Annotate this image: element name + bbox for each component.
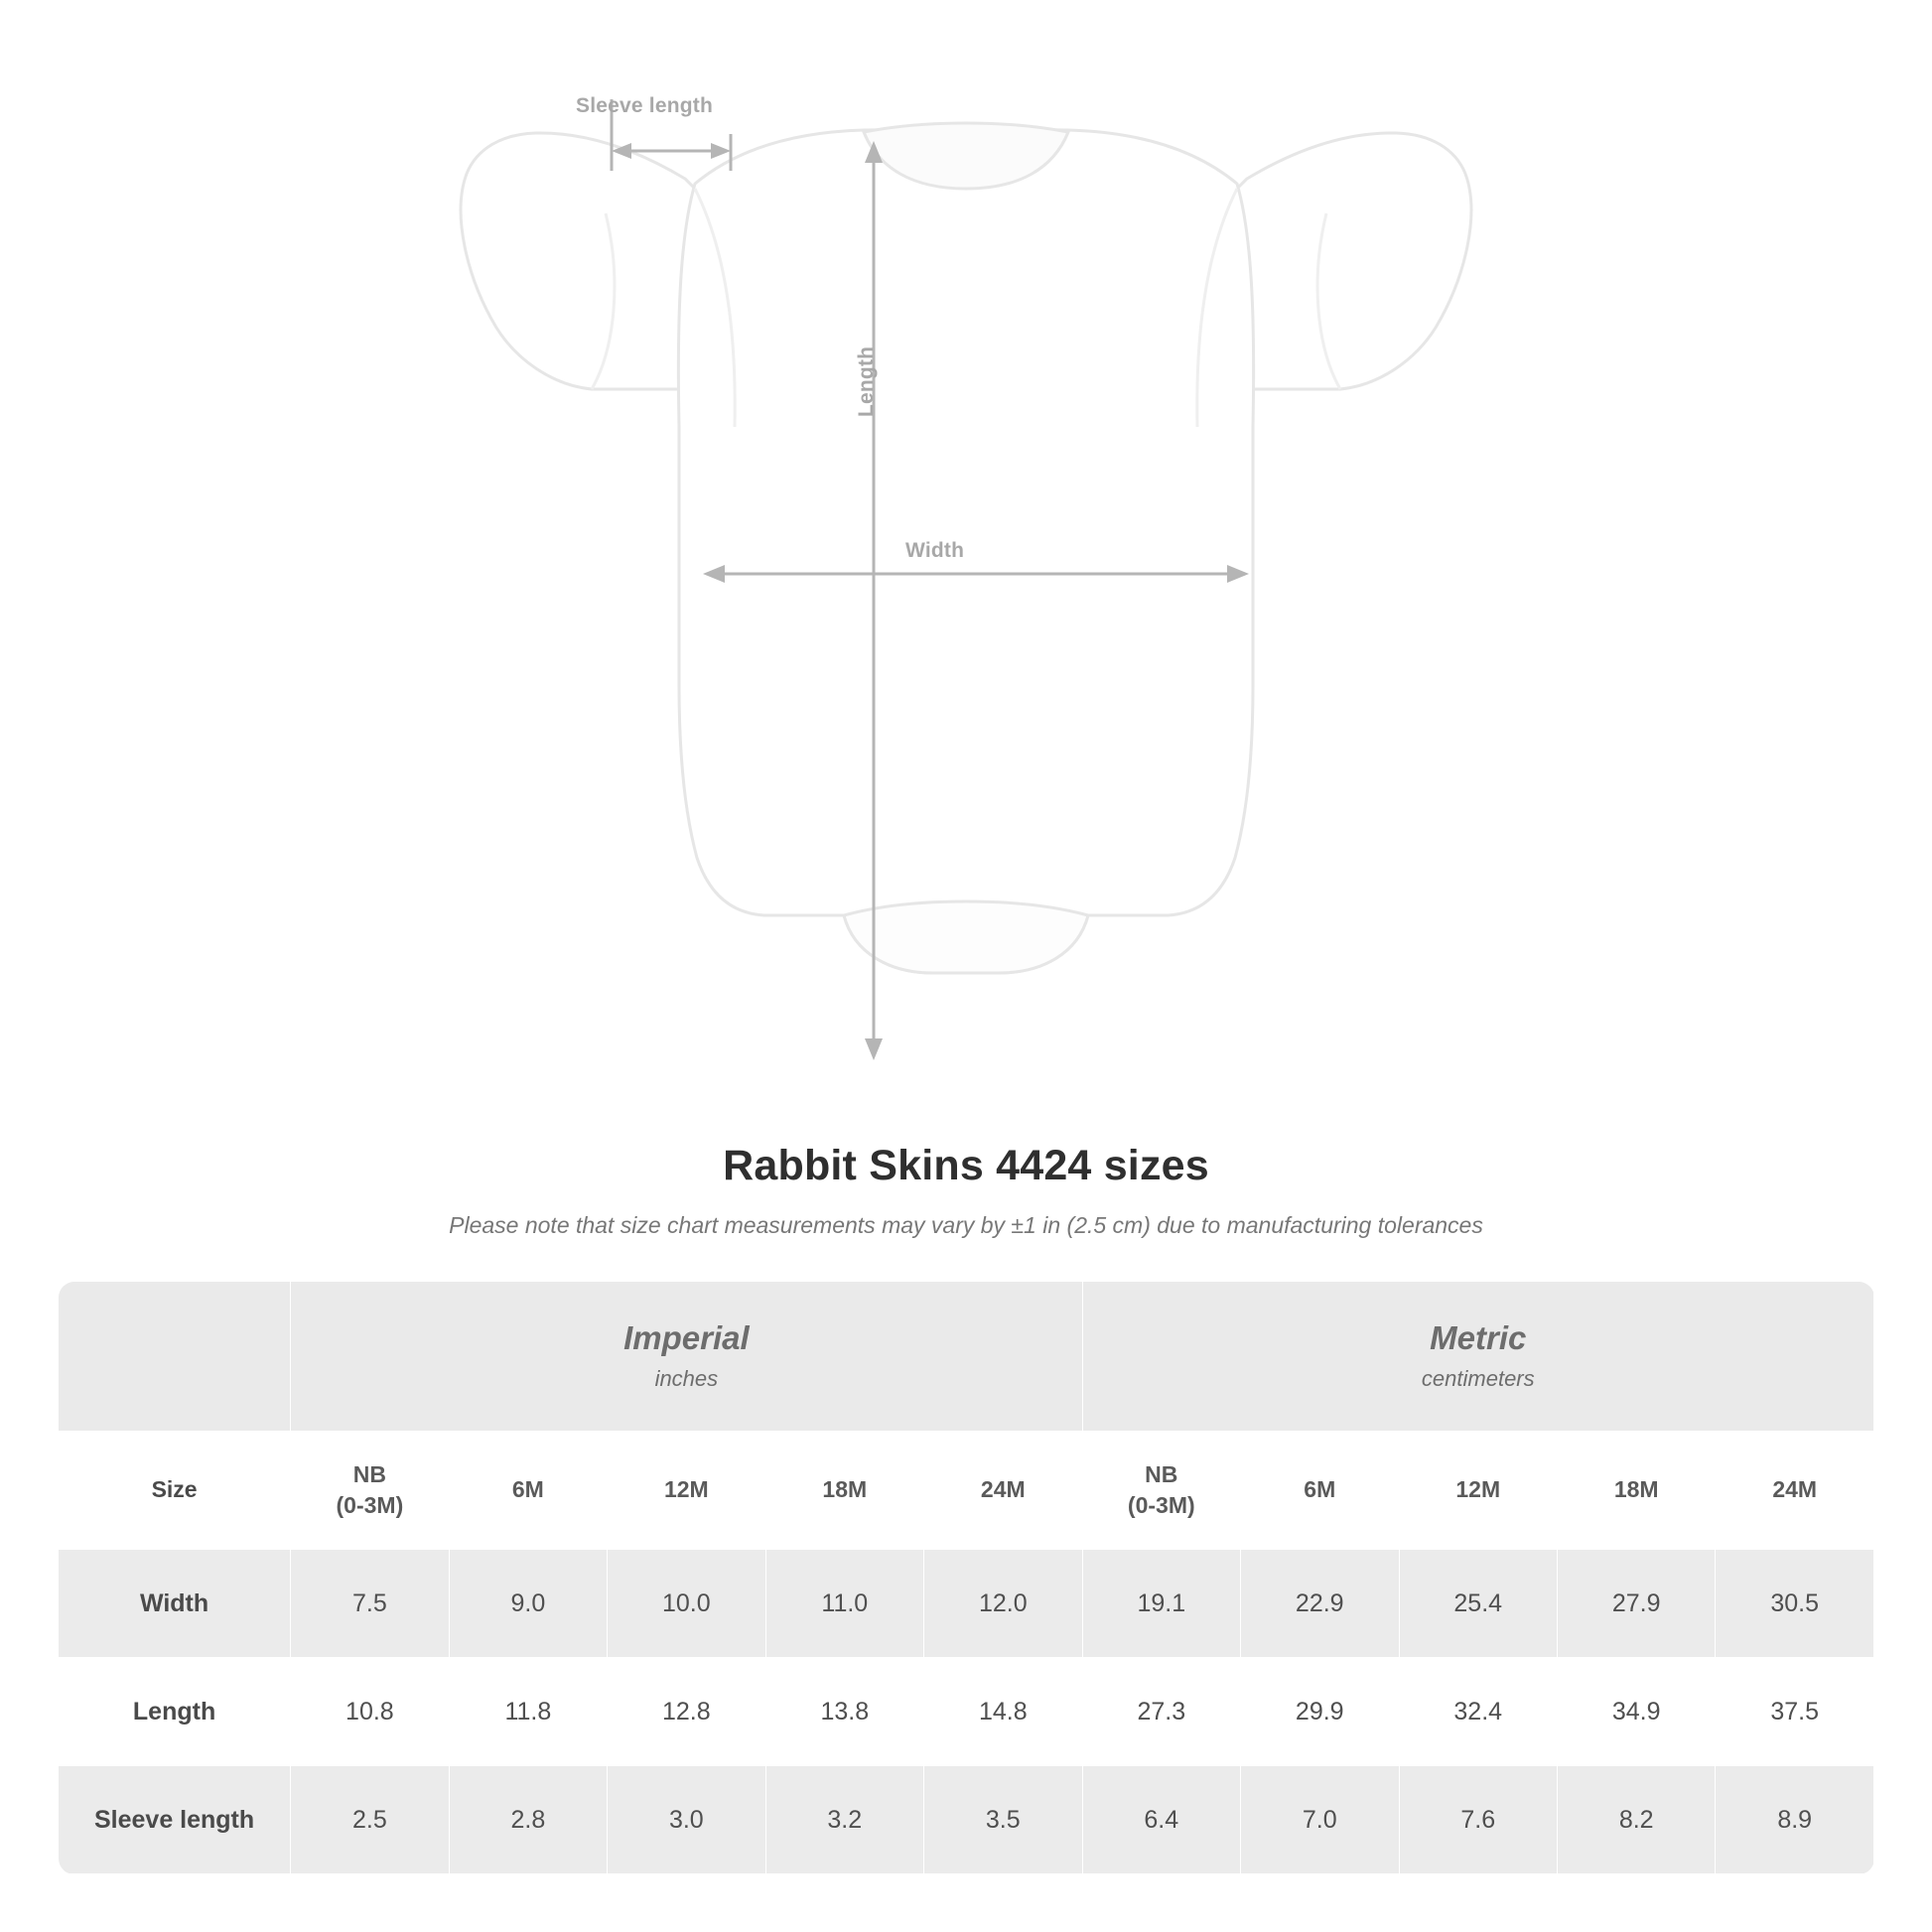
cell-width-12m-metric: 25.4 bbox=[1399, 1550, 1557, 1658]
table-row bbox=[59, 1658, 1874, 1766]
cell-sleeve-18m-metric: 8.2 bbox=[1557, 1766, 1715, 1874]
column-header-24m-imperial: 24M bbox=[924, 1432, 1083, 1550]
cell-length-nb-metric: 27.3 bbox=[1082, 1658, 1240, 1766]
cell-length-nb-imperial: 10.8 bbox=[291, 1658, 449, 1766]
unit-header-row bbox=[59, 1282, 1874, 1432]
annotation-length: Length bbox=[855, 345, 878, 417]
column-header-row bbox=[59, 1432, 1874, 1550]
column-header-12m-imperial: 12M bbox=[608, 1432, 765, 1550]
unit-sub-metric: centimeters bbox=[1421, 1366, 1535, 1392]
table-row bbox=[59, 1766, 1874, 1874]
unit-cell-metric bbox=[1082, 1282, 1873, 1432]
cell-length-18m-metric: 34.9 bbox=[1557, 1658, 1715, 1766]
column-header-6m-imperial: 6M bbox=[449, 1432, 607, 1550]
unit-cell-imperial bbox=[291, 1282, 1082, 1432]
unit-name-metric: Metric bbox=[1430, 1318, 1527, 1356]
cell-width-18m-imperial: 11.0 bbox=[765, 1550, 923, 1658]
cell-length-6m-metric: 29.9 bbox=[1241, 1658, 1399, 1766]
cell-sleeve-nb-metric: 6.4 bbox=[1082, 1766, 1240, 1874]
column-header-main: NB bbox=[1145, 1460, 1178, 1487]
column-header-18m-imperial: 18M bbox=[765, 1432, 923, 1550]
annotation-sleeve-length: Sleeve length bbox=[576, 94, 713, 117]
header-size-label: Size bbox=[59, 1432, 291, 1550]
row-label-width: Width bbox=[59, 1550, 291, 1658]
column-header-sub: (0-3M) bbox=[1127, 1492, 1195, 1518]
cell-width-6m-metric: 22.9 bbox=[1241, 1550, 1399, 1658]
cell-sleeve-18m-imperial: 3.2 bbox=[765, 1766, 923, 1874]
cell-width-6m-imperial: 9.0 bbox=[449, 1550, 607, 1658]
cell-sleeve-6m-metric: 7.0 bbox=[1241, 1766, 1399, 1874]
row-label-length: Length bbox=[59, 1658, 291, 1766]
annotation-width: Width bbox=[905, 539, 965, 562]
cell-width-24m-metric: 30.5 bbox=[1716, 1550, 1874, 1658]
size-table bbox=[58, 1281, 1874, 1874]
column-header-nb-imperial bbox=[291, 1432, 449, 1550]
cell-sleeve-6m-imperial: 2.8 bbox=[449, 1766, 607, 1874]
cell-length-24m-metric: 37.5 bbox=[1716, 1658, 1874, 1766]
cell-sleeve-nb-imperial: 2.5 bbox=[291, 1766, 449, 1874]
unit-sub-imperial: inches bbox=[654, 1366, 719, 1392]
column-header-18m-metric: 18M bbox=[1557, 1432, 1715, 1550]
cell-length-12m-metric: 32.4 bbox=[1399, 1658, 1557, 1766]
page-subtitle: Please note that size chart measurements may vary by ±1 in (2.5 cm) due to manufacturing tolerances bbox=[449, 1212, 1483, 1238]
page-title: Rabbit Skins 4424 sizes bbox=[723, 1142, 1209, 1189]
cell-length-12m-imperial: 12.8 bbox=[608, 1658, 765, 1766]
cell-sleeve-24m-metric: 8.9 bbox=[1716, 1766, 1874, 1874]
cell-width-nb-metric: 19.1 bbox=[1082, 1550, 1240, 1658]
title-block bbox=[0, 1142, 1932, 1239]
cell-length-18m-imperial: 13.8 bbox=[765, 1658, 923, 1766]
row-label-sleeve-length: Sleeve length bbox=[59, 1766, 291, 1874]
column-header-24m-metric: 24M bbox=[1716, 1432, 1874, 1550]
unit-spacer-cell bbox=[59, 1282, 291, 1432]
cell-sleeve-12m-metric: 7.6 bbox=[1399, 1766, 1557, 1874]
cell-sleeve-24m-imperial: 3.5 bbox=[924, 1766, 1083, 1874]
column-header-6m-metric: 6M bbox=[1241, 1432, 1399, 1550]
column-header-main: NB bbox=[352, 1460, 386, 1487]
cell-width-24m-imperial: 12.0 bbox=[924, 1550, 1083, 1658]
column-header-nb-metric bbox=[1082, 1432, 1240, 1550]
column-header-12m-metric: 12M bbox=[1399, 1432, 1557, 1550]
cell-sleeve-12m-imperial: 3.0 bbox=[608, 1766, 765, 1874]
unit-name-imperial: Imperial bbox=[623, 1318, 750, 1356]
cell-width-18m-metric: 27.9 bbox=[1557, 1550, 1715, 1658]
cell-length-6m-imperial: 11.8 bbox=[449, 1658, 607, 1766]
cell-width-nb-imperial: 7.5 bbox=[291, 1550, 449, 1658]
cell-length-24m-imperial: 14.8 bbox=[924, 1658, 1083, 1766]
cell-width-12m-imperial: 10.0 bbox=[608, 1550, 765, 1658]
column-header-sub: (0-3M) bbox=[336, 1492, 404, 1518]
table-row bbox=[59, 1550, 1874, 1658]
size-table-wrapper bbox=[58, 1281, 1874, 1874]
